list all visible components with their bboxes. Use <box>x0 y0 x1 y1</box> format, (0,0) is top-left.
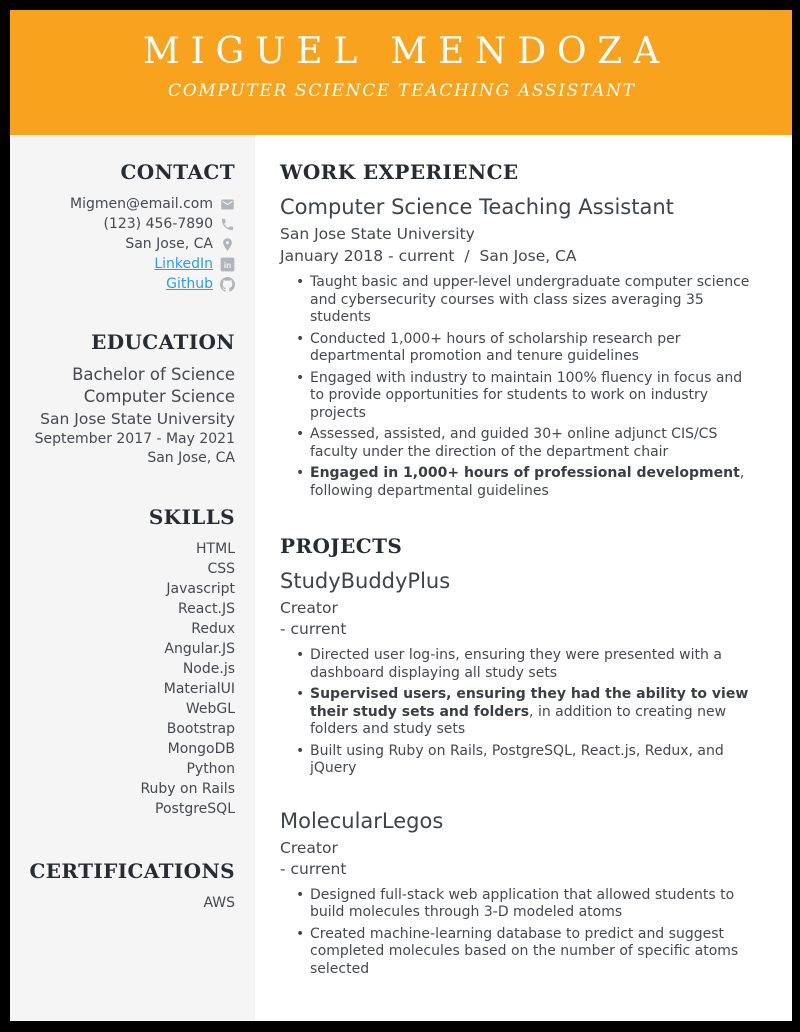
certifications-heading: CERTIFICATIONS <box>29 859 235 883</box>
resume-inner <box>10 10 792 1021</box>
certifications-list <box>20 893 235 913</box>
bullet-item <box>310 465 760 500</box>
bullet-text: Directed user log-ins, ensuring they were presented with a dashboard displaying all study sets <box>310 647 722 681</box>
skills-list <box>20 539 235 819</box>
project-role: Creator <box>280 599 338 617</box>
skill-item: CSS <box>207 561 235 577</box>
education-school: San Jose State University <box>40 410 235 428</box>
bullet-text: Taught basic and upper-level undergraduate computer science and cybersecurity courses with class sizes averaging 35 students <box>310 274 750 325</box>
skill-item: Ruby on Rails <box>140 781 235 797</box>
work-experience-heading: WORK EXPERIENCE <box>280 160 519 184</box>
job-dates-separator: / <box>464 247 470 265</box>
skill-item: Node.js <box>182 661 235 677</box>
bullet-text: , in addition to creating new folders and study sets <box>310 703 727 737</box>
skill-item: React.JS <box>178 601 235 617</box>
job-title: Computer Science Teaching Assistant <box>280 195 674 219</box>
bullet-item <box>310 370 760 423</box>
education-degree: Bachelor of Science <box>72 365 235 384</box>
phone-text: (123) 456-7890 <box>103 216 213 232</box>
envelope-icon <box>220 197 235 212</box>
bullet-text: Designed full-stack web application that allowed students to build molecules through 3-D modeled atoms <box>310 886 735 920</box>
github-icon <box>220 277 235 292</box>
skill-item: MaterialUI <box>163 681 235 697</box>
skill-item: MongoDB <box>167 741 235 757</box>
location-text: San Jose, CA <box>125 236 213 252</box>
skills-section <box>20 505 235 819</box>
project-bullet-list <box>280 887 766 979</box>
contact-heading: CONTACT <box>120 160 235 184</box>
bullet-item <box>310 926 760 979</box>
contact-item <box>20 194 235 214</box>
linkedin-icon <box>220 257 235 272</box>
job-dates-line <box>280 246 766 267</box>
project-name: MolecularLegos <box>280 808 444 833</box>
contact-item <box>20 234 235 254</box>
contact-item <box>20 254 235 274</box>
bullet-item <box>310 426 760 461</box>
location-pin-icon <box>220 237 235 252</box>
projects-heading: PROJECTS <box>280 534 403 558</box>
linkedin-link[interactable]: LinkedIn <box>154 256 213 272</box>
skill-item: HTML <box>196 541 235 557</box>
svg-text:in: in <box>223 260 232 270</box>
project-name: StudyBuddyPlus <box>280 569 451 593</box>
project-entry <box>280 808 766 979</box>
education-major: Computer Science <box>83 387 235 406</box>
bullet-text-bold: Engaged in 1,000+ hours of professional development <box>310 465 740 481</box>
contact-section <box>20 160 235 294</box>
certification-item: AWS <box>203 895 235 911</box>
skill-item: Bootstrap <box>166 721 235 737</box>
bullet-item <box>310 331 760 366</box>
bullet-text: Conducted 1,000+ hours of scholarship research per departmental promotion and tenure guidelines <box>310 330 681 364</box>
main-column <box>255 135 792 1021</box>
phone-icon <box>220 217 235 232</box>
bullet-text-bold: Supervised users, ensuring they had the ability to view their study sets and folders <box>310 686 749 720</box>
bullet-text: Built using Ruby on Rails, PostgreSQL, React.js, Redux, and jQuery <box>310 742 724 776</box>
skills-heading: SKILLS <box>148 505 235 529</box>
project-dates: - current <box>280 620 347 638</box>
bullet-item <box>310 274 760 327</box>
bullet-text: , following departmental guidelines <box>310 465 745 499</box>
project-bullet-list <box>280 647 766 778</box>
project-dates: - current <box>280 859 347 878</box>
projects-section <box>280 534 766 978</box>
project-role: Creator <box>280 838 338 857</box>
work-experience-section <box>280 160 766 500</box>
job-bullet-list <box>280 274 766 500</box>
person-title: COMPUTER SCIENCE TEACHING ASSISTANT <box>167 81 636 101</box>
project-entry <box>280 568 766 778</box>
skill-item: Python <box>186 761 235 777</box>
bullet-text: Created machine-learning database to predict and suggest completed molecules based on the number of specific atoms selected <box>310 925 739 977</box>
bullet-text: Engaged with industry to maintain 100% fluency in focus and to provide opportunities for students to work on industry projects <box>310 369 743 421</box>
skill-item: Redux <box>191 621 235 637</box>
github-link[interactable]: Github <box>166 276 213 292</box>
skill-item: PostgreSQL <box>155 801 235 817</box>
sidebar <box>10 135 255 1021</box>
education-heading: EDUCATION <box>91 330 235 354</box>
job-dates: January 2018 - current <box>280 247 455 265</box>
email-text: Migmen@email.com <box>70 196 213 212</box>
header <box>10 10 792 135</box>
education-section <box>20 330 235 468</box>
skill-item: Javascript <box>166 581 235 597</box>
education-dates: September 2017 - May 2021 <box>34 431 235 447</box>
education-location: San Jose, CA <box>147 450 235 466</box>
contact-list <box>20 194 235 294</box>
job-company: San Jose State University <box>280 225 475 243</box>
contact-item <box>20 274 235 294</box>
person-name: MIGUEL MENDOZA <box>142 31 670 72</box>
bullet-item <box>310 647 760 682</box>
content-columns <box>10 135 792 1021</box>
bullet-item <box>310 743 760 778</box>
contact-item <box>20 214 235 234</box>
bullet-item <box>310 887 760 922</box>
job-entry <box>280 194 766 500</box>
job-location: San Jose, CA <box>479 247 577 265</box>
bullet-item <box>310 686 760 739</box>
skill-item: WebGL <box>185 701 235 717</box>
bullet-text: Assessed, assisted, and guided 30+ online adjunct CIS/CS faculty under the direction of the department chair <box>310 426 718 460</box>
certifications-section <box>20 859 235 913</box>
skill-item: Angular.JS <box>164 641 235 657</box>
